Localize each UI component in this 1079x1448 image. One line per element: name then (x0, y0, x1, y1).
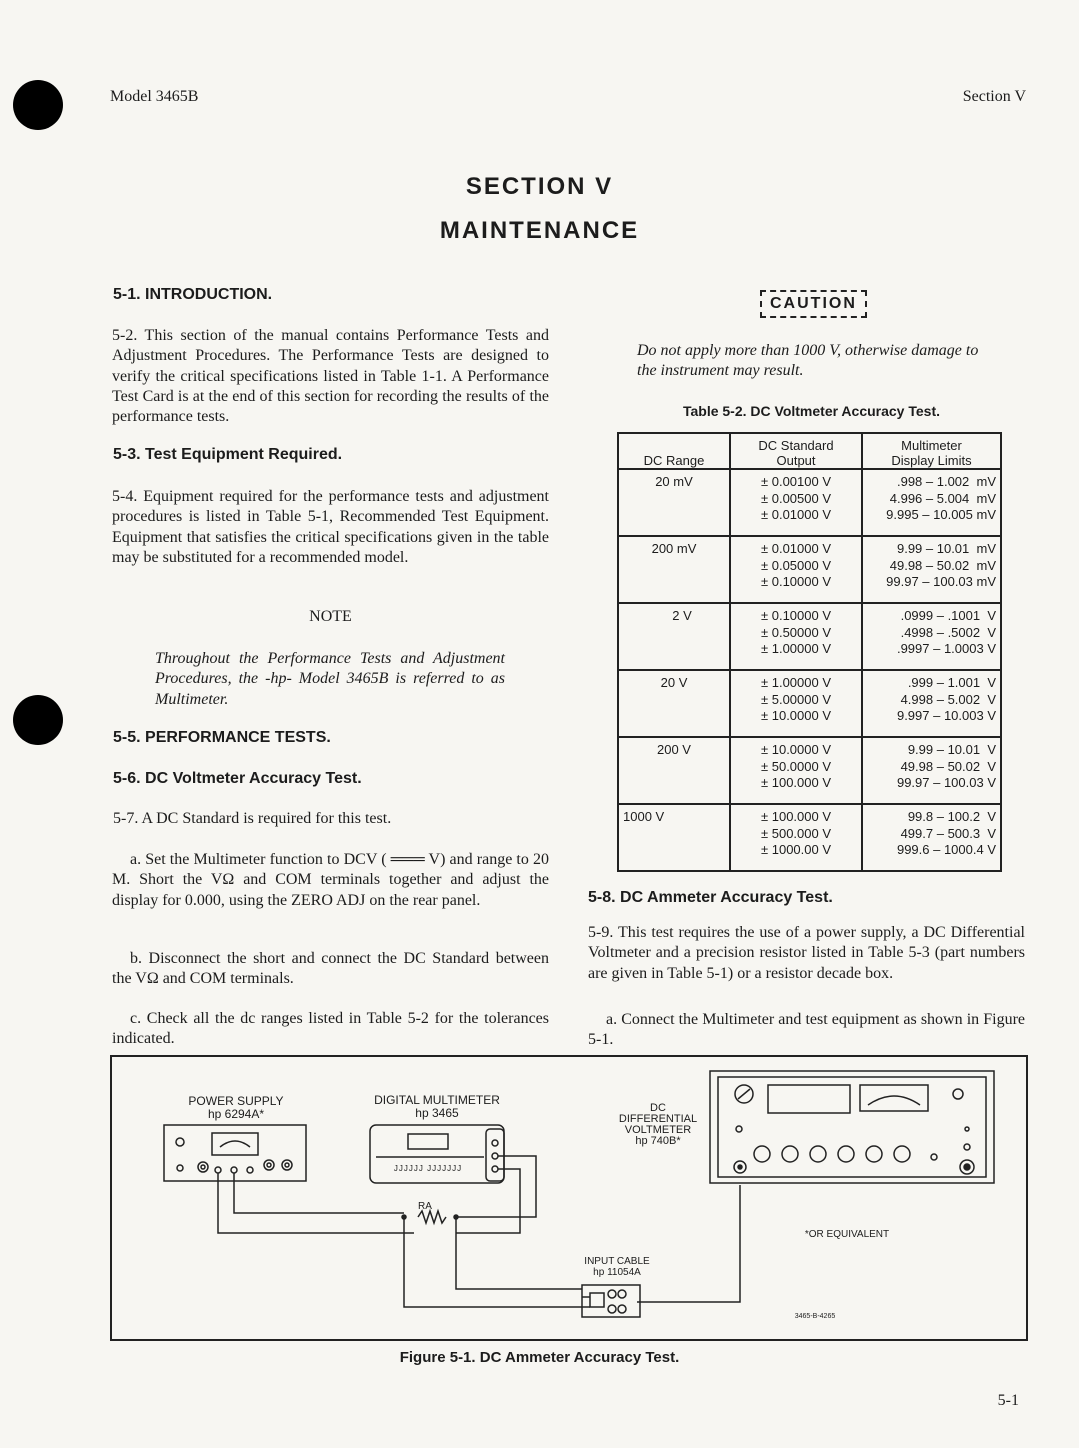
label-power-supply: POWER SUPPLY hp 6294A* (188, 1094, 284, 1121)
limits-cell: 9.99 – 10.01 mV 49.98 – 50.02 mV 99.97 – 100.03 mV (862, 536, 1001, 603)
header-text: Multimeter (901, 438, 962, 453)
note-text: Throughout the Performance Tests and Adjustment Procedures, the -hp- Model 3465B is referred to as Multimeter. (155, 650, 505, 708)
table-row (618, 536, 1001, 603)
step-b-left: b. Disconnect the short and connect the DC Standard between the VΩ and COM terminals. (112, 950, 549, 988)
heading-5-3: 5-3. Test Equipment Required. (113, 446, 343, 463)
range-cell: 20 V (618, 670, 730, 737)
label-multimeter: DIGITAL MULTIMETER hp 3465 (374, 1093, 500, 1120)
label-input-cable: INPUT CABLE hp 11054A (584, 1256, 650, 1278)
page-number: 5-1 (997, 1392, 1019, 1409)
dc-voltmeter-accuracy-table (617, 432, 1002, 872)
heading-5-6: 5-6. DC Voltmeter Accuracy Test. (113, 770, 362, 787)
label-resistor: RA (418, 1201, 432, 1212)
header-text: Output (776, 453, 816, 468)
figure-caption: Figure 5-1. DC Ammeter Accuracy Test. (399, 1349, 680, 1366)
output-cell: ± 0.10000 V ± 0.50000 V ± 1.00000 V (730, 603, 862, 670)
heading-5-5: 5-5. PERFORMANCE TESTS. (113, 729, 331, 746)
header-dc-range (618, 433, 730, 469)
table-row (618, 804, 1001, 871)
table-title: Table 5-2. DC Voltmeter Accuracy Test. (682, 403, 940, 419)
header-text: DC Standard (758, 438, 834, 453)
label-or-equivalent: *OR EQUIVALENT (804, 1229, 890, 1240)
table-row (618, 469, 1001, 536)
header-dc-standard-output (730, 433, 862, 469)
output-cell: ± 1.00000 V ± 5.00000 V ± 10.0000 V (730, 670, 862, 737)
header-display-limits (862, 433, 1001, 469)
output-cell: ± 0.01000 V ± 0.05000 V ± 0.10000 V (730, 536, 862, 603)
note-title: NOTE (309, 608, 352, 625)
table-row (618, 737, 1001, 804)
paragraph-5-9: 5-9. This test requires the use of a power supply, a DC Differential Voltmeter and a precision resistor listed in Table 5-3 (part numbers are given in Table 5-1) or a resistor decade box. (588, 924, 1025, 982)
header-model: Model 3465B (110, 88, 199, 105)
range-cell: 20 mV (618, 469, 730, 536)
binder-hole-middle (13, 695, 63, 745)
step-a-left: a. Set the Multimeter function to DCV ( ═══ V) and range to 20 M. Short the VΩ and COM terminals together and adjust the display for 0.000, using the ZERO ADJ on the rear panel. (112, 851, 549, 909)
caution-text: Do not apply more than 1000 V, otherwise damage to the instrument may result. (637, 342, 979, 380)
paragraph-5-2: 5-2. This section of the manual contains Performance Tests and Adjustment Procedures. The Performance Tests are designed to verify the critical specifications listed in Table 1-1. A Performance Test Card is at the end of this section for recording the results of the performance tests. (112, 327, 549, 426)
label-drawing-number: 3465-B-4265 (794, 1313, 836, 1320)
step-a-right: a. Connect the Multimeter and test equipment as shown in Figure 5-1. (588, 1011, 1025, 1049)
range-cell: 1000 V (618, 804, 730, 871)
output-cell: ± 0.00100 V ± 0.00500 V ± 0.01000 V (730, 469, 862, 536)
limits-cell: .999 – 1.001 V 4.998 – 5.002 V 9.997 – 10.003 V (862, 670, 1001, 737)
range-cell: 200 mV (618, 536, 730, 603)
limits-cell: .0999 – .1001 V .4998 – .5002 V .9997 – 1.0003 V (862, 603, 1001, 670)
voltmeter-drawing (710, 1071, 994, 1183)
section-title: SECTION V (465, 173, 614, 200)
section-subtitle: MAINTENANCE (439, 217, 640, 244)
table-header-row (618, 433, 1001, 469)
binder-hole-top (13, 80, 63, 130)
header-text: Display Limits (891, 453, 972, 468)
paragraph-5-4: 5-4. Equipment required for the performance tests and adjustment procedures is listed in Table 5-1, Recommended Test Equipment. Equipment that satisfies the critical specifications given in the table may be substituted for a recommended model. (112, 488, 549, 566)
table-row (618, 670, 1001, 737)
limits-cell: .998 – 1.002 mV 4.996 – 5.004 mV 9.995 – 10.005 mV (862, 469, 1001, 536)
paragraph-5-7: 5-7. A DC Standard is required for this test. (113, 810, 392, 827)
label-voltmeter: DC DIFFERENTIAL VOLTMETER hp 740B* (618, 1102, 698, 1147)
output-cell: ± 10.0000 V ± 50.0000 V ± 100.000 V (730, 737, 862, 804)
heading-5-8: 5-8. DC Ammeter Accuracy Test. (588, 889, 833, 906)
limits-cell: 9.99 – 10.01 V 49.98 – 50.02 V 99.97 – 100.03 V (862, 737, 1001, 804)
input-cable-drawing (582, 1285, 640, 1317)
output-cell: ± 100.000 V ± 500.000 V ± 1000.00 V (730, 804, 862, 871)
label-display-digits: JJJJJJ JJJJJJJ (393, 1164, 463, 1173)
caution-label: CAUTION (760, 290, 867, 318)
range-cell: 200 V (618, 737, 730, 804)
header-section: Section V (962, 88, 1026, 105)
power-supply-drawing (164, 1125, 306, 1181)
heading-5-1: 5-1. INTRODUCTION. (113, 286, 273, 303)
step-c-left: c. Check all the dc ranges listed in Table 5-2 for the tolerances indicated. (112, 1010, 549, 1048)
table-row (618, 603, 1001, 670)
header-text: DC Range (643, 453, 705, 468)
range-cell: 2 V (618, 603, 730, 670)
wiring (218, 1156, 740, 1307)
figure-5-1 (110, 1055, 1028, 1341)
limits-cell: 99.8 – 100.2 V 499.7 – 500.3 V 999.6 – 1000.4 V (862, 804, 1001, 871)
